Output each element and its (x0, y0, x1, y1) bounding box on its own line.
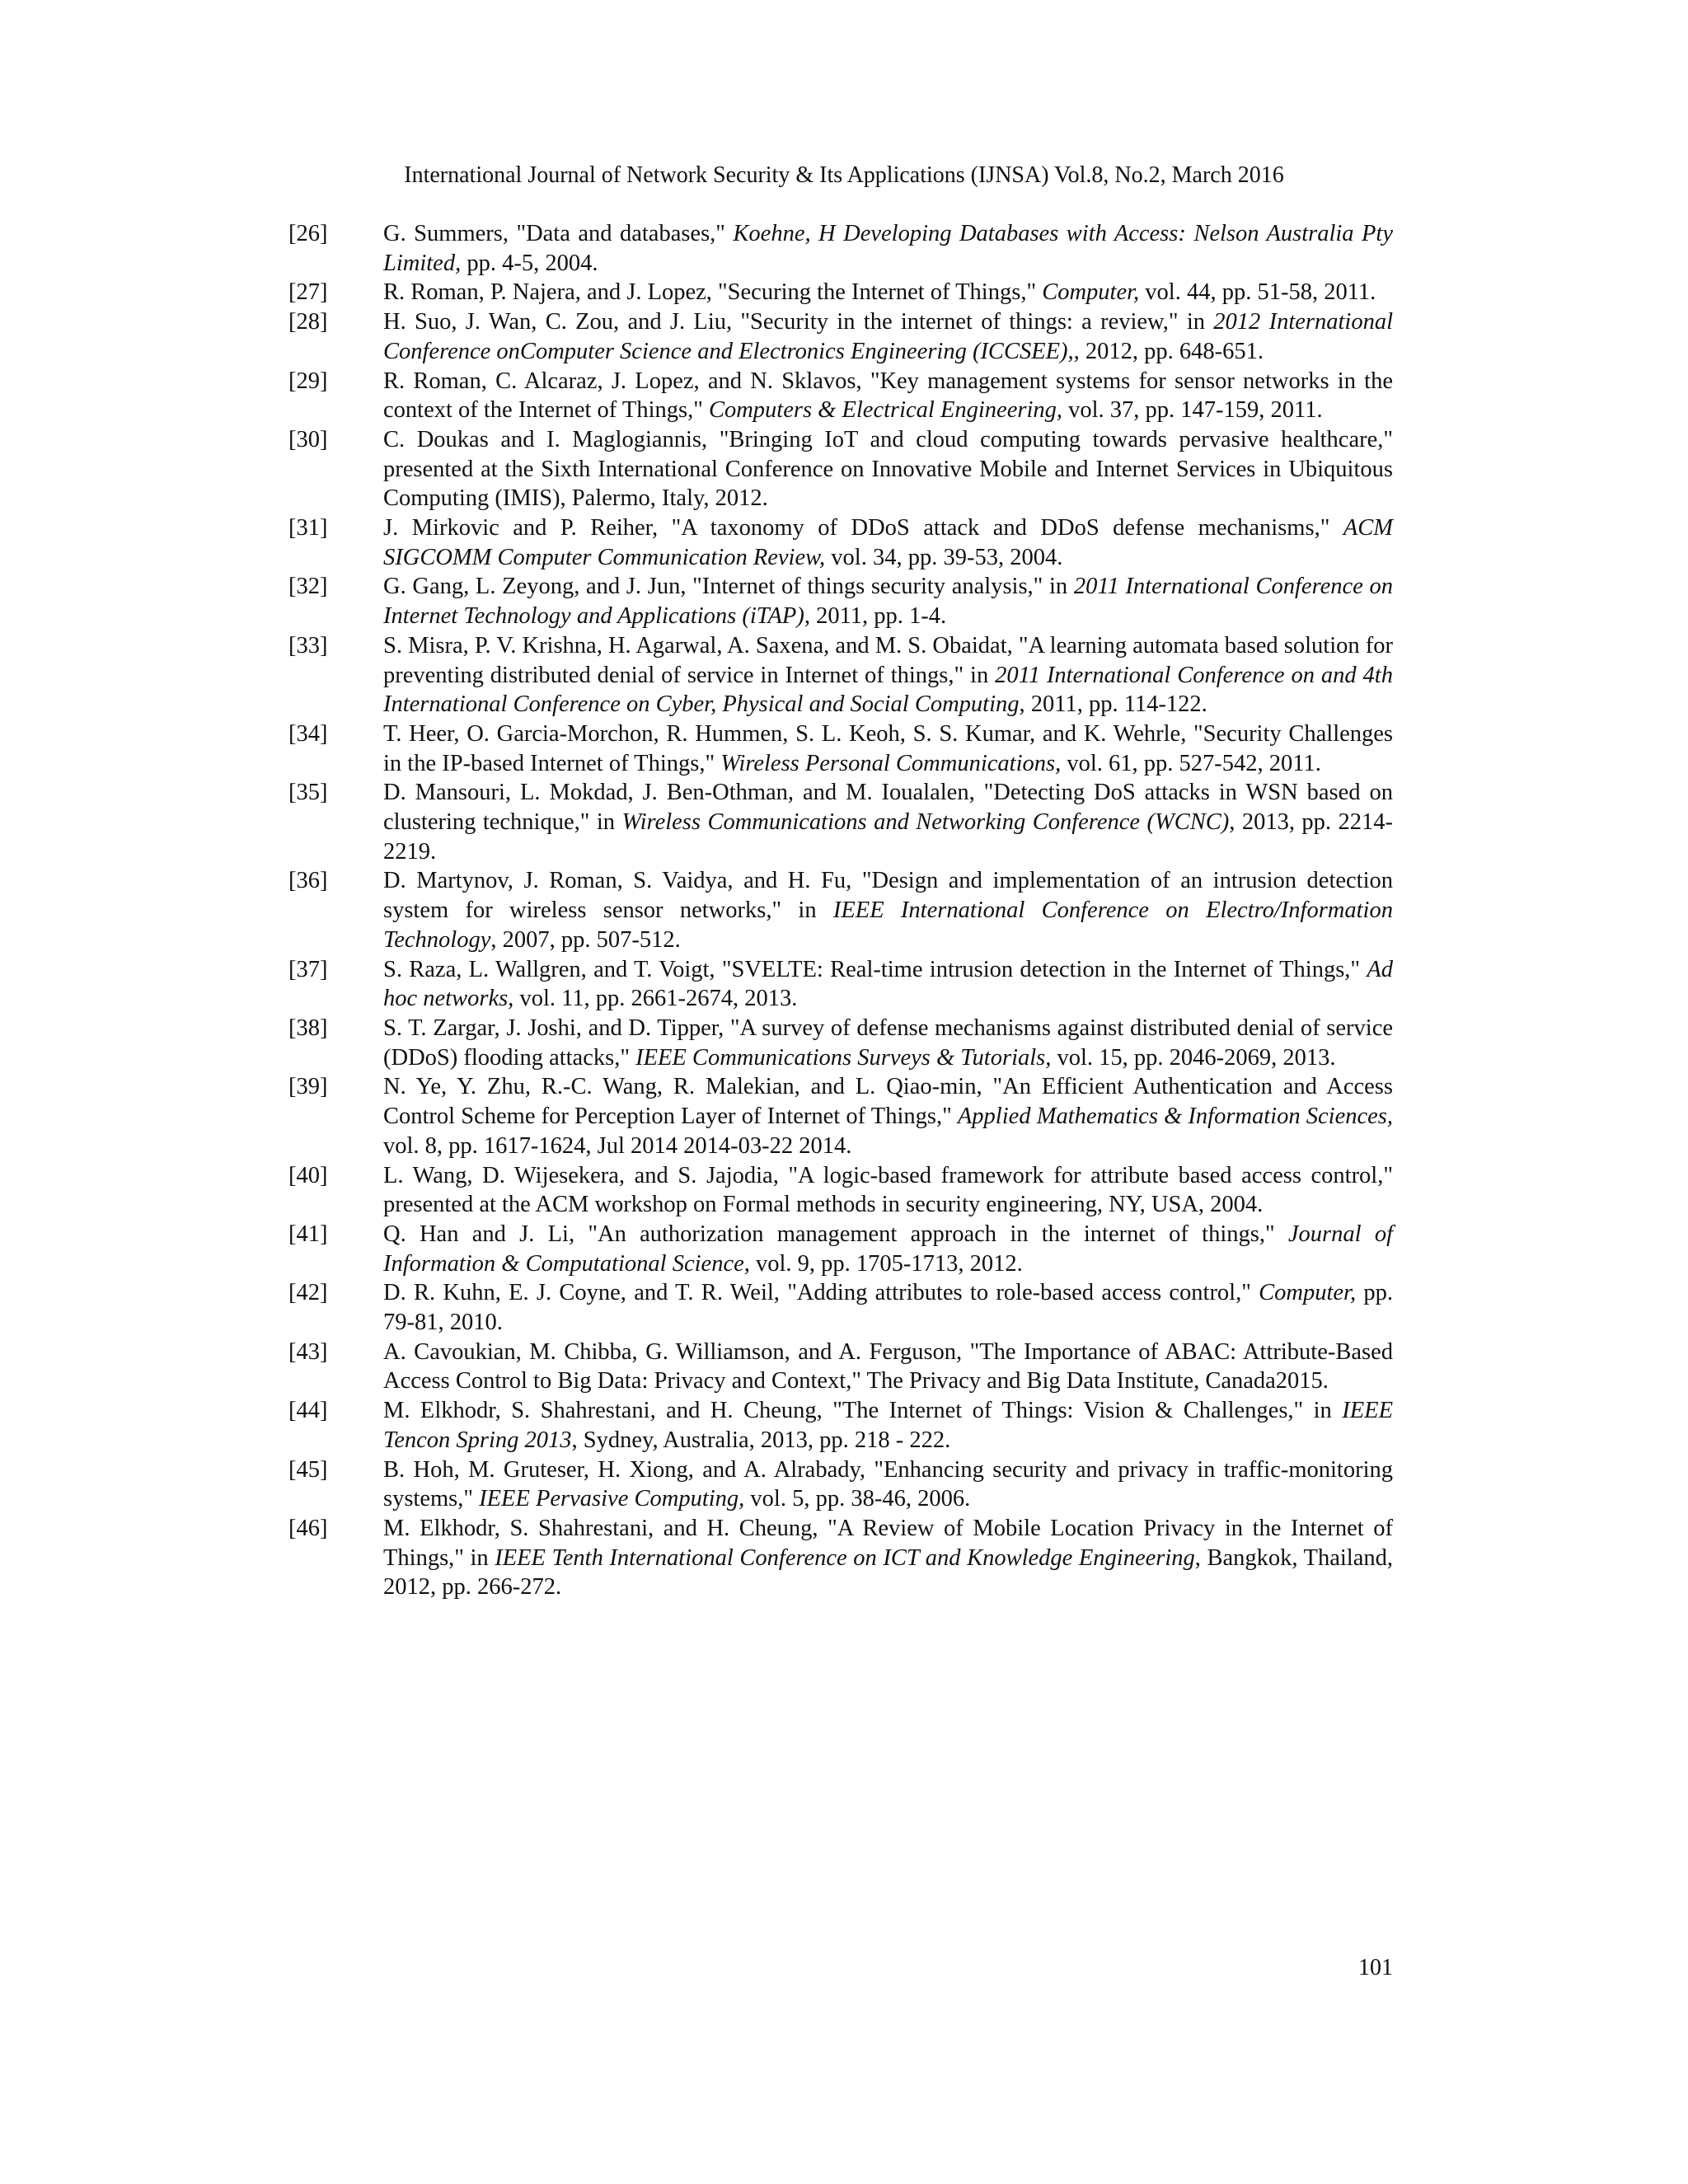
reference-text (383, 866, 1393, 954)
reference-item (288, 1220, 1393, 1278)
reference-number: [29] (288, 368, 328, 394)
reference-number: [28] (288, 309, 328, 335)
reference-item (288, 1514, 1393, 1602)
reference-item (288, 631, 1393, 719)
reference-segment: M. Elkhodr, S. Shahrestani, and H. Cheung, "The Internet of Things: Vision & Challenges," in (383, 1398, 1343, 1424)
page-number: 101 (1358, 1955, 1393, 1980)
reference-text (383, 367, 1393, 425)
reference-item (288, 1072, 1393, 1160)
reference-source: Computers & Electrical Engineering, (708, 397, 1062, 424)
running-header: International Journal of Network Security & Its Applications (IJNSA) Vol.8, No.2, March 2016 (404, 162, 1284, 188)
reference-item (288, 1338, 1393, 1396)
reference-item (288, 425, 1393, 513)
reference-source: IEEE Tenth International Conference on ICT and Knowledge Engineering (495, 1544, 1195, 1571)
reference-text (383, 1514, 1393, 1602)
reference-number: [34] (288, 720, 328, 747)
reference-list (288, 219, 1393, 1602)
reference-text (383, 278, 1393, 307)
reference-segment: vol. 8, pp. 1617-1624, Jul 2014 2014-03-22 2014. (383, 1132, 852, 1159)
reference-text (383, 778, 1393, 866)
reference-segment: vol. 61, pp. 527-542, 2011. (1061, 750, 1321, 776)
reference-segment: , 2011, pp. 1-4. (804, 603, 947, 630)
reference-segment: T. Heer, O. Garcia-Morchon, R. Hummen, S. L. Keoh, S. S. Kumar, and K. Wehrle, "Security Challenges in the IP-based Internet of Things," (383, 720, 1393, 776)
reference-segment: vol. 5, pp. 38-46, 2006. (744, 1486, 971, 1512)
reference-source: Koehne, H Developing Databases with Access: Nelson Australia Pty Limited, (383, 221, 1393, 276)
reference-number: [40] (288, 1162, 328, 1188)
reference-number: [44] (288, 1398, 328, 1424)
reference-number: [36] (288, 868, 328, 894)
reference-segment: , 2013, pp. 2214-2219. (383, 809, 1393, 865)
reference-segment: pp. 79-81, 2010. (383, 1280, 1394, 1336)
reference-source: Wireless Communications and Networking Conference (WCNC) (621, 809, 1230, 836)
reference-text (383, 513, 1393, 572)
reference-segment: , 2007, pp. 507-512. (490, 926, 681, 953)
reference-segment: , Bangkok, Thailand, 2012, pp. 266-272. (383, 1544, 1393, 1601)
reference-segment: vol. 37, pp. 147-159, 2011. (1062, 397, 1323, 424)
reference-text (383, 1014, 1393, 1072)
reference-segment: G. Summers, "Data and databases," (383, 221, 734, 246)
reference-segment: S. Raza, L. Wallgren, and T. Voigt, "SVELTE: Real-time intrusion detection in the Internet of Things," (383, 956, 1367, 982)
reference-item (288, 307, 1393, 366)
reference-segment: pp. 4-5, 2004. (461, 250, 598, 276)
reference-segment: vol. 15, pp. 2046-2069, 2013. (1051, 1044, 1336, 1071)
reference-segment: R. Roman, P. Najera, and J. Lopez, "Securing the Internet of Things," (383, 279, 1043, 306)
reference-source: Computer, (1259, 1280, 1357, 1306)
reference-text (383, 1220, 1393, 1278)
reference-segment: Q. Han and J. Li, "An authorization management approach in the internet of things," (383, 1221, 1288, 1247)
reference-number: [41] (288, 1221, 328, 1247)
reference-segment: vol. 9, pp. 1705-1713, 2012. (749, 1250, 1023, 1277)
reference-text (383, 955, 1393, 1014)
reference-number: [33] (288, 632, 328, 658)
reference-item (288, 1396, 1393, 1455)
reference-text (383, 1278, 1393, 1337)
reference-source: 2012 International Conference onComputer Science and Electronics Engineering (ICCSEE), (383, 309, 1393, 364)
reference-number: [27] (288, 279, 328, 306)
reference-item (288, 1161, 1393, 1220)
reference-segment: S. T. Zargar, J. Joshi, and D. Tipper, "A survey of defense mechanisms against distributed denial of service (DDoS) flooding attacks," (383, 1015, 1393, 1071)
reference-item (288, 719, 1393, 778)
reference-segment: M. Elkhodr, S. Shahrestani, and H. Cheung, "A Review of Mobile Location Privacy in the Internet of Things," in (383, 1515, 1393, 1571)
reference-text (383, 719, 1393, 778)
reference-number: [37] (288, 956, 328, 982)
reference-number: [35] (288, 780, 328, 806)
reference-item (288, 572, 1393, 630)
reference-segment: R. Roman, C. Alcaraz, J. Lopez, and N. Sklavos, "Key management systems for sensor networks in the context of the Internet of Things," (383, 368, 1393, 424)
reference-segment: D. Martynov, J. Roman, S. Vaidya, and H. Fu, "Design and implementation of an intrusion detection system for wireless sensor networks," in (383, 868, 1393, 924)
reference-item (288, 955, 1393, 1014)
reference-text (383, 219, 1393, 278)
reference-segment: C. Doukas and I. Maglogiannis, "Bringing IoT and cloud computing towards pervasive healthcare," presented at the Sixth International Conference on Innovative Mobile and Internet Services in Ubiquitous Computing (IMIS), Palermo, Italy, 2012. (383, 426, 1393, 512)
reference-source: Journal of Information & Computational Science, (383, 1221, 1394, 1277)
reference-source: 2011 International Conference on Internet Technology and Applications (iTAP) (383, 574, 1393, 630)
reference-number: [39] (288, 1074, 328, 1100)
reference-item (288, 513, 1393, 572)
reference-segment: , Sydney, Australia, 2013, pp. 218 - 222. (571, 1427, 951, 1453)
reference-source: Ad hoc networks, (383, 956, 1393, 1012)
reference-text (383, 572, 1393, 630)
reference-item (288, 219, 1393, 278)
reference-source: Computer, (1042, 279, 1140, 306)
reference-item (288, 1278, 1393, 1337)
reference-segment: vol. 44, pp. 51-58, 2011. (1139, 279, 1376, 306)
reference-source: IEEE International Conference on Electro/Information Technology (383, 898, 1393, 953)
reference-item (288, 1014, 1393, 1072)
reference-source: ACM SIGCOMM Computer Communication Review, (383, 515, 1393, 570)
reference-segment: , 2011, pp. 114-122. (1019, 691, 1207, 718)
reference-segment: D. R. Kuhn, E. J. Coyne, and T. R. Weil, "Adding attributes to role-based access control," (383, 1280, 1259, 1306)
reference-number: [42] (288, 1280, 328, 1306)
reference-item (288, 1455, 1393, 1514)
reference-source: 2011 International Conference on and 4th International Conference on Cyber, Physical and Social Computing (383, 662, 1393, 718)
reference-segment: J. Mirkovic and P. Reiher, "A taxonomy of DDoS attack and DDoS defense mechanisms," (383, 515, 1343, 541)
reference-item (288, 367, 1393, 425)
reference-text (383, 1072, 1393, 1160)
reference-text (383, 631, 1393, 719)
reference-source: Wireless Personal Communications, (720, 750, 1062, 776)
reference-number: [32] (288, 574, 328, 600)
reference-source: IEEE Communications Surveys & Tutorials, (635, 1044, 1052, 1071)
reference-text (383, 425, 1393, 513)
reference-segment: H. Suo, J. Wan, C. Zou, and J. Liu, "Security in the internet of things: a review," in (383, 309, 1214, 335)
reference-number: [38] (288, 1015, 328, 1041)
reference-source: IEEE Tencon Spring 2013 (383, 1398, 1393, 1453)
reference-item (288, 778, 1393, 866)
reference-number: [43] (288, 1338, 328, 1365)
reference-text (383, 307, 1393, 366)
reference-text (383, 1396, 1393, 1455)
reference-segment: vol. 34, pp. 39-53, 2004. (825, 544, 1063, 570)
reference-segment: , 2012, pp. 648-651. (1073, 338, 1264, 364)
reference-number: [46] (288, 1515, 328, 1541)
reference-segment: S. Misra, P. V. Krishna, H. Agarwal, A. Saxena, and M. S. Obaidat, "A learning automata based solution for preventing distributed denial of service in Internet of things," in (383, 632, 1393, 688)
reference-segment: G. Gang, L. Zeyong, and J. Jun, "Internet of things security analysis," in (383, 574, 1074, 600)
reference-text (383, 1455, 1393, 1514)
reference-number: [26] (288, 221, 328, 246)
reference-text (383, 1161, 1393, 1220)
reference-item (288, 866, 1393, 954)
reference-number: [31] (288, 515, 328, 541)
reference-segment: B. Hoh, M. Gruteser, H. Xiong, and A. Alrabady, "Enhancing security and privacy in traffic-monitoring systems," (383, 1456, 1393, 1512)
reference-segment: A. Cavoukian, M. Chibba, G. Williamson, and A. Ferguson, "The Importance of ABAC: Attribute-Based Access Control to Big Data: Privacy and Context," The Privacy and Big Data Institute, Canada2015. (383, 1338, 1393, 1394)
reference-segment: L. Wang, D. Wijesekera, and S. Jajodia, "A logic-based framework for attribute based access control," presented at the ACM workshop on Formal methods in security engineering, NY, USA, 2004. (383, 1162, 1393, 1218)
reference-text (383, 1338, 1393, 1396)
reference-segment: N. Ye, Y. Zhu, R.-C. Wang, R. Malekian, and L. Qiao-min, "An Efficient Authentication and Access Control Scheme for Perception Layer of Internet of Things," (383, 1074, 1393, 1130)
reference-number: [45] (288, 1456, 328, 1483)
reference-item (288, 278, 1393, 307)
reference-source: Applied Mathematics & Information Sciences, (957, 1104, 1393, 1130)
reference-segment: vol. 11, pp. 2661-2674, 2013. (513, 986, 798, 1012)
reference-source: IEEE Pervasive Computing, (479, 1486, 745, 1512)
reference-number: [30] (288, 426, 328, 452)
reference-segment: D. Mansouri, L. Mokdad, J. Ben-Othman, and M. Ioualalen, "Detecting DoS attacks in WSN based on clustering technique," in (383, 780, 1393, 836)
